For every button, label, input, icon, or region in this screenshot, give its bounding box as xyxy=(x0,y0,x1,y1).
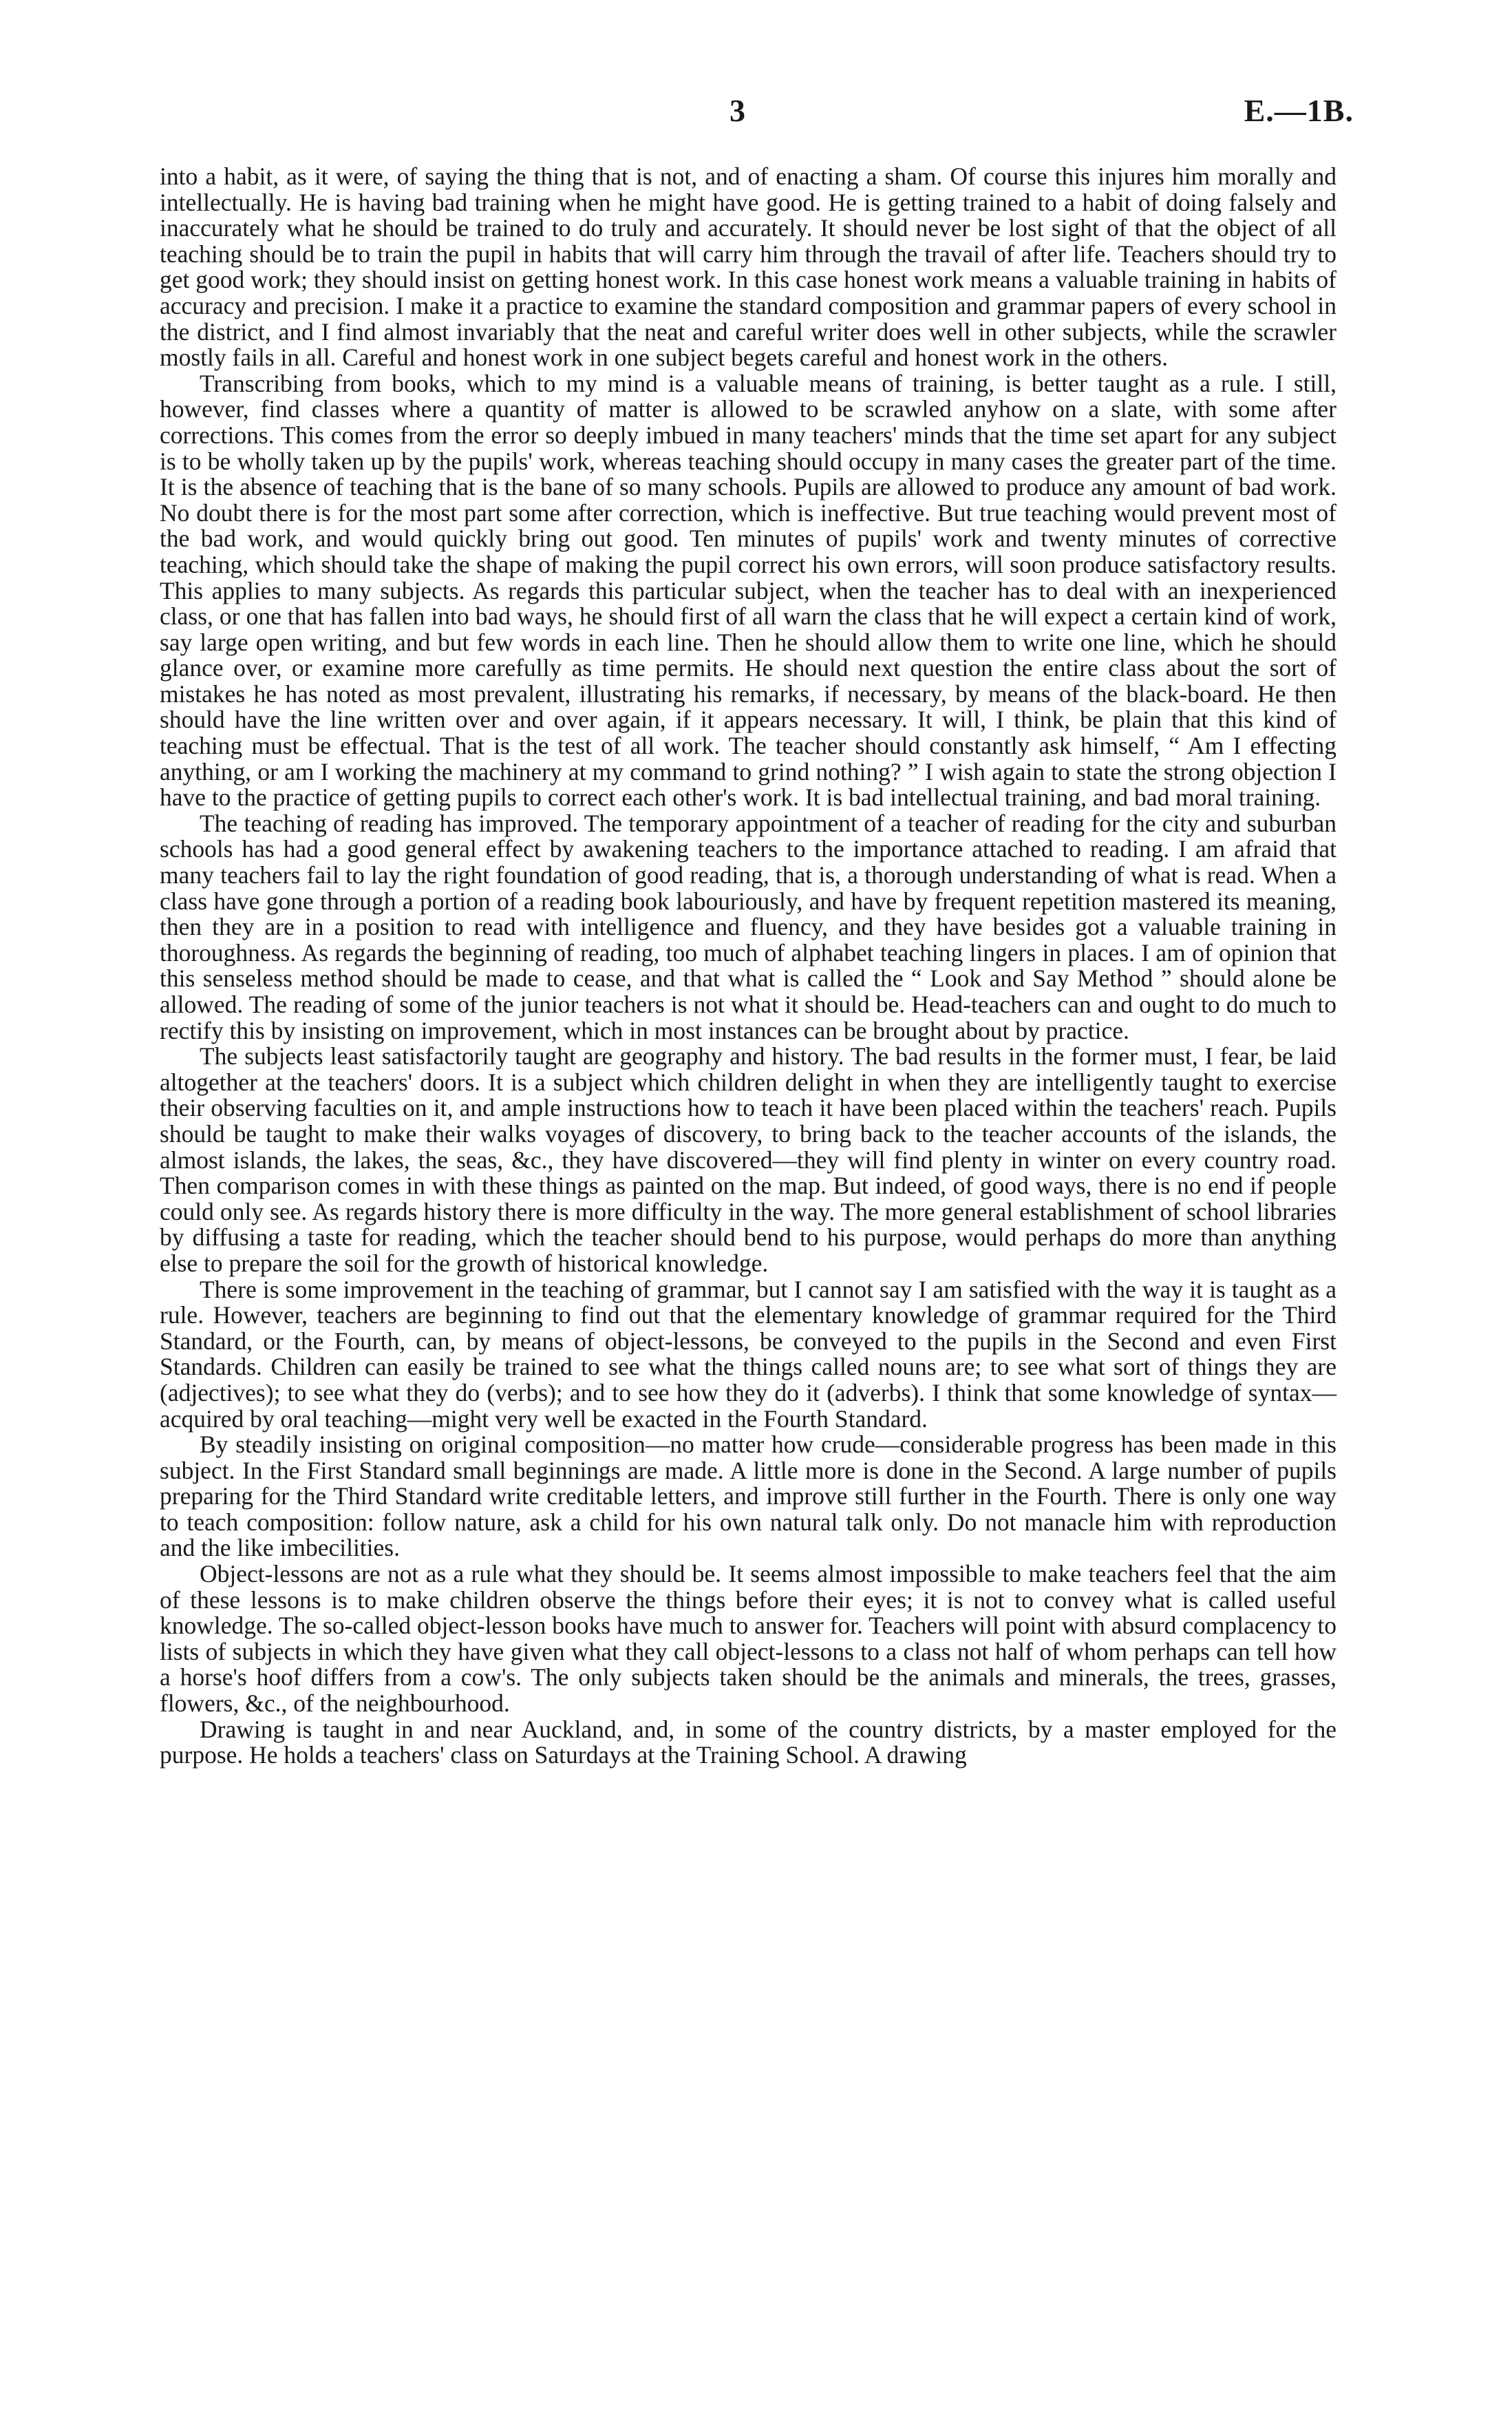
paragraph-drawing: Drawing is taught in and near Auckland, and, in some of the country districts, by a master employed for the purpose. He holds a teachers' class on Saturdays at the Training School. A drawing xyxy=(160,1715,1337,1769)
report-body xyxy=(160,164,1337,1769)
page-number: 3 xyxy=(730,93,745,128)
paragraph-object-lessons: Object-lessons are not as a rule what they should be. It seems almost impossible to make teachers feel that the aim of these lessons is to make children observe the things before their eyes; it is not to convey what is called useful knowledge. The so-called object-lesson books have much to answer for. Teachers will point with absurd complacency to lists of subjects in which they have given what they call object-lessons to a class not half of whom perhaps can tell how a horse's hoof differs from a cow's. The only subjects taken should be the animals and minerals, the trees, grasses, flowers, &c., of the neighbourhood. xyxy=(160,1560,1337,1718)
paragraph-transcribing: Transcribing from books, which to my mind is a valuable means of training, is better taught as a rule. I still, however, find classes where a quantity of matter is allowed to be scrawled anyhow on a slate, with some after corrections. This comes from the error so deeply imbued in many teachers' minds that the time set apart for any subject is to be wholly taken up by the pupils' work, whereas teaching should occupy in many cases the greater part of the time. It is the absence of teaching that is the bane of so many schools. Pupils are allowed to produce any amount of bad work. No doubt there is for the most part some after correction, which is ineffective. But true teaching would prevent most of the bad work, and would quickly bring out good. Ten minutes of pupils' work and twenty minutes of corrective teaching, which should take the shape of making the pupil correct his own errors, will soon produce satisfactory results. This applies to many subjects. As regards this particular subject, when the teacher has to deal with an inexperienced class, or one that has fallen into bad ways, he should first of all warn the class that he will expect a certain kind of work, say large open writing, and but few words in each line. Then he should allow them to write one line, which he should glance over, or examine more carefully as time permits. He should next question the entire class about the sort of mistakes he has noted as most prevalent, illustrating his remarks, if necessary, by means of the black-board. He then should have the line written over and over again, if it appears necessary. It will, I think, be plain that this kind of teaching must be effectual. That is the test of all work. The teacher should constantly ask himself, “ Am I effecting anything, or am I working the machinery at my command to grind nothing? ” I wish again to state the strong objection I have to the practice of getting pupils to correct each other's work. It is bad intellectual training, and bad moral training. xyxy=(160,369,1337,812)
paragraph-honest-work: into a habit, as it were, of saying the thing that is not, and of enacting a sham. Of course this injures him morally and intellectually. He is having bad training when he might have good. He is getting trained to a habit of doing falsely and inaccurately what he should be trained to do truly and accurately. It should never be lost sight of that the object of all teaching should be to train the pupil in habits that will carry him through the travail of after life. Teachers should try to get good work; they should insist on getting honest work. In this case honest work means a valuable training in habits of accuracy and precision. I make it a practice to examine the standard composition and grammar papers of every school in the district, and I find almost invariably that the neat and careful writer does well in other subjects, while the scrawler mostly fails in all. Careful and honest work in one subject begets careful and honest work in the others. xyxy=(160,162,1337,372)
document-reference: E.—1B. xyxy=(1244,93,1354,128)
paragraph-composition: By steadily insisting on original composition—no matter how crude—considerable progress has been made in this subject. In the First Standard small beginnings are made. A little more is done in the Second. A large number of pupils preparing for the Third Standard write creditable letters, and improve still further in the Fourth. There is only one way to teach composition: follow nature, ask a child for his own natural talk only. Do not manacle him with reproduction and the like imbecilities. xyxy=(160,1431,1337,1562)
paragraph-reading: The teaching of reading has improved. The temporary appointment of a teacher of reading for the city and suburban schools has had a good general effect by awakening teachers to the importance attached to reading. I am afraid that many teachers fail to lay the right foundation of good reading, that is, a thorough understanding of what is read. When a class have gone through a portion of a reading book labouriously, and have by frequent repetition mastered its meaning, then they are in a position to read with intelligence and fluency, and they have besides got a valuable training in thoroughness. As regards the beginning of reading, too much of alphabet teaching lingers in places. I am of opinion that this senseless method should be made to cease, and that what is called the “ Look and Say Method ” should alone be allowed. The reading of some of the junior teachers is not what it should be. Head-teachers can and ought to do much to rectify this by insisting on improvement, which in most instances can be brought about by practice. xyxy=(160,809,1337,1044)
paragraph-grammar: There is some improvement in the teaching of grammar, but I cannot say I am satisfied with the way it is taught as a rule. However, teachers are beginning to find out that the elementary knowledge of grammar required for the Third Standard, or the Fourth, can, by means of object-lessons, be conveyed to the pupils in the Second and even First Standards. Children can easily be trained to see what the things called nouns are; to see what sort of things they are (adjectives); to see what they do (verbs); and to see how they do it (adverbs). I think that some knowledge of syntax—acquired by oral teaching—might very well be exacted in the Fourth Standard. xyxy=(160,1275,1337,1433)
paragraph-geography-history: The subjects least satisfactorily taught are geography and history. The bad results in the former must, I fear, be laid altogether at the teachers' doors. It is a subject which children delight in when they are intelligently taught to exercise their observing faculties on it, and ample instructions how to teach it have been placed within the teachers' reach. Pupils should be taught to make their walks voyages of discovery, to bring back to the teacher accounts of the islands, the almost islands, the lakes, the seas, &c., they have discovered—they will find plenty in winter on every country road. Then comparison comes in with these things as painted on the map. But indeed, of good ways, there is no end if people could only see. As regards history there is more difficulty in the way. The more general establishment of school libraries by diffusing a taste for reading, which the teacher should bend to his purpose, would perhaps do more than anything else to prepare the soil for the growth of historical knowledge. xyxy=(160,1042,1337,1277)
